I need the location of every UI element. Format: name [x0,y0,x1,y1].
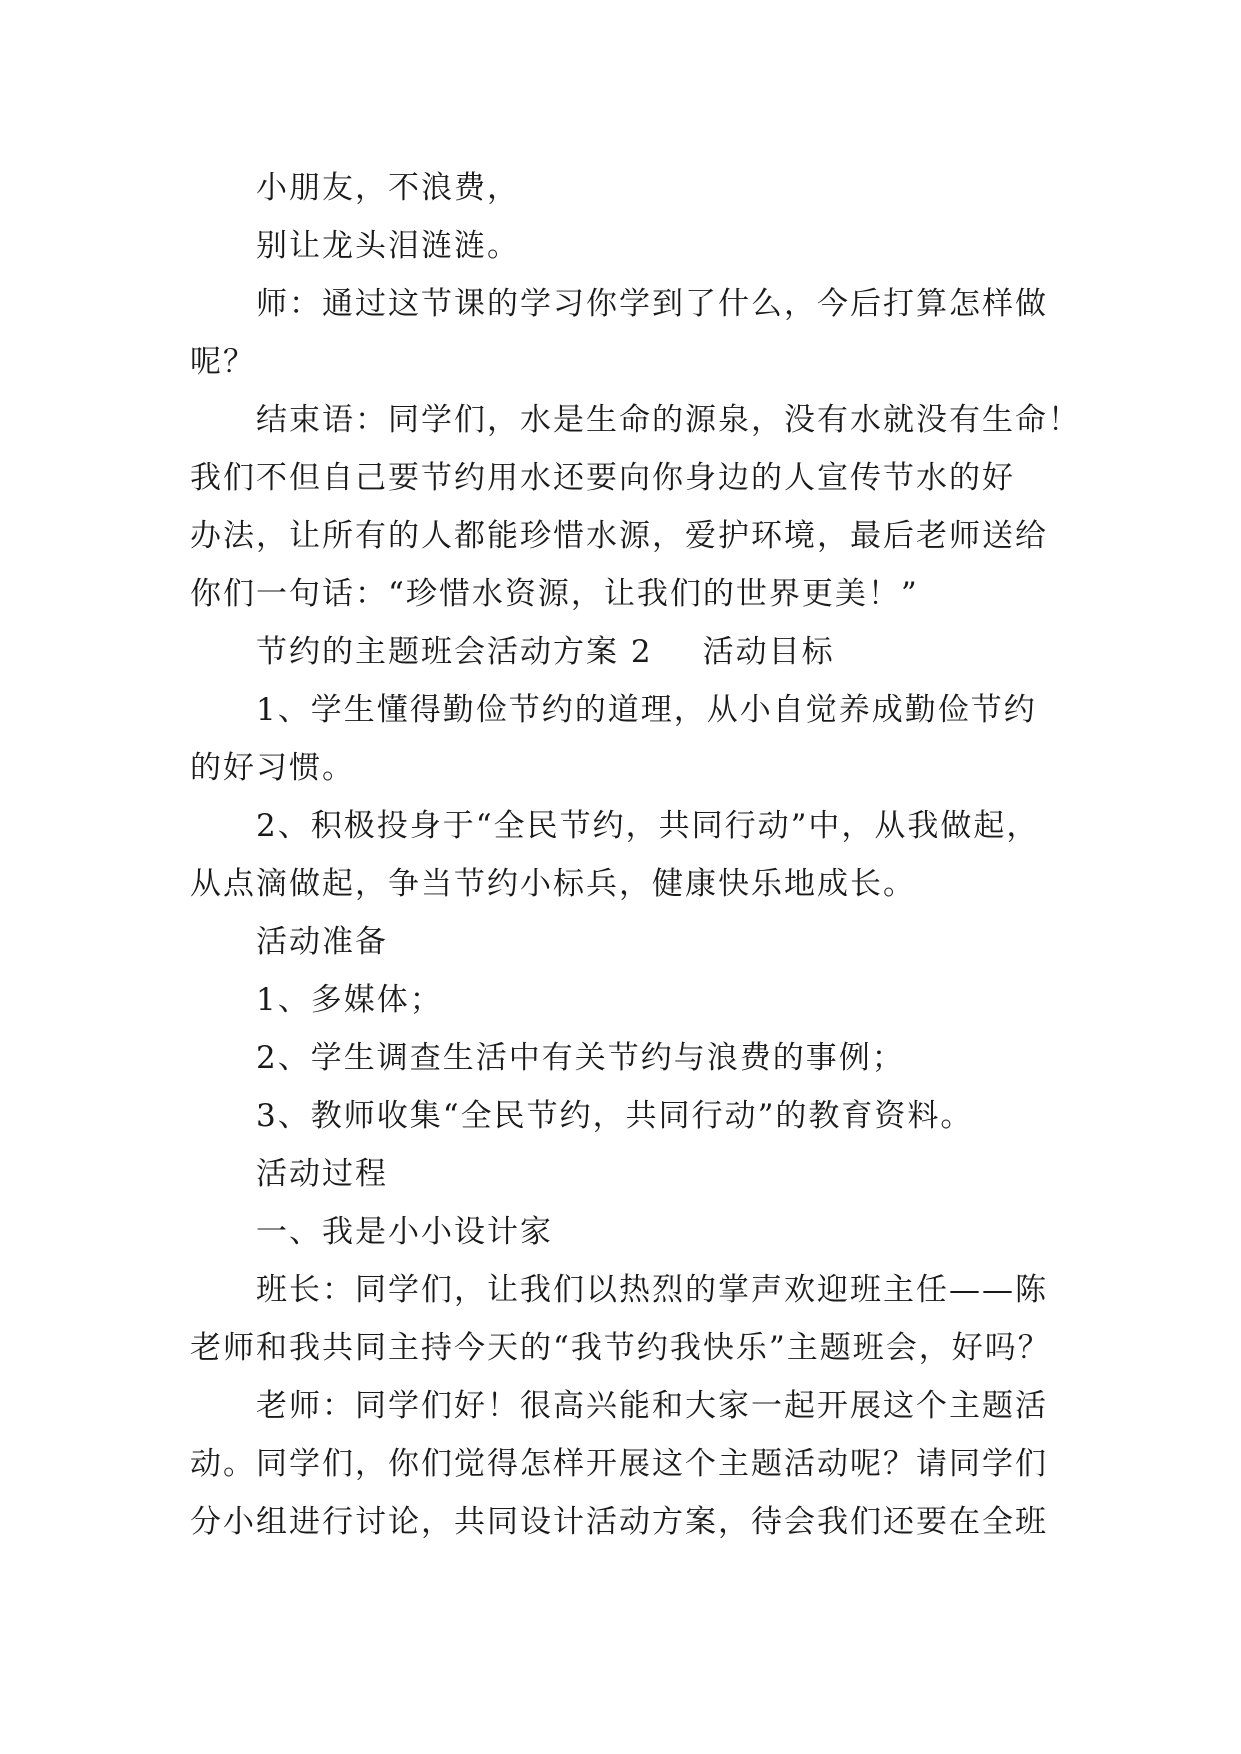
paragraph-line: 从点滴做起，争当节约小标兵，健康快乐地成长。 [190,866,916,902]
paragraph-line: 老师：同学们好！很高兴能和大家一起开展这个主题活 [256,1388,1048,1424]
paragraph-line: 别让龙头泪涟涟。 [256,228,520,264]
paragraph-line: 1、学生懂得勤俭节约的道理，从小自觉养成勤俭节约 [256,692,1037,728]
paragraph-line: 结束语：同学们，水是生命的源泉，没有水就没有生命！ [256,402,1081,438]
paragraph-line: 我们不但自己要节约用水还要向你身边的人宣传节水的好 [190,460,1015,496]
paragraph-line: 师：通过这节课的学习你学到了什么，今后打算怎样做 [256,286,1048,322]
paragraph-line: 老师和我共同主持今天的“我节约我快乐”主题班会，好吗？ [190,1330,1051,1366]
paragraph-line: 呢？ [190,344,256,380]
subheading-line: 活动过程 [256,1156,388,1192]
paragraph-line: 小朋友，不浪费， [256,170,520,206]
subheading-line: 一、我是小小设计家 [256,1214,553,1250]
paragraph-line: 你们一句话：“珍惜水资源，让我们的世界更美！” [190,576,919,612]
subheading-line: 活动准备 [256,924,388,960]
section-heading-line [256,632,835,672]
paragraph-line: 的好习惯。 [190,750,355,786]
paragraph-line: 动。同学们，你们觉得怎样开展这个主题活动呢？请同学们 [190,1446,1048,1482]
section-title: 节约的主题班会活动方案 2 [256,634,653,670]
paragraph-line: 办法，让所有的人都能珍惜水源，爱护环境，最后老师送给 [190,518,1048,554]
list-item: 3、教师收集“全民节约，共同行动”的教育资料。 [256,1098,974,1134]
list-item: 1、多媒体； [256,982,443,1018]
paragraph-line: 班长：同学们，让我们以热烈的掌声欢迎班主任——陈 [256,1272,1048,1308]
list-item: 2、学生调查生活中有关节约与浪费的事例； [256,1040,905,1076]
section-subtitle: 活动目标 [702,634,835,670]
paragraph-line: 2、积极投身于“全民节约，共同行动”中，从我做起， [256,808,1040,844]
paragraph-line: 分小组进行讨论，共同设计活动方案，待会我们还要在全班 [190,1504,1048,1540]
